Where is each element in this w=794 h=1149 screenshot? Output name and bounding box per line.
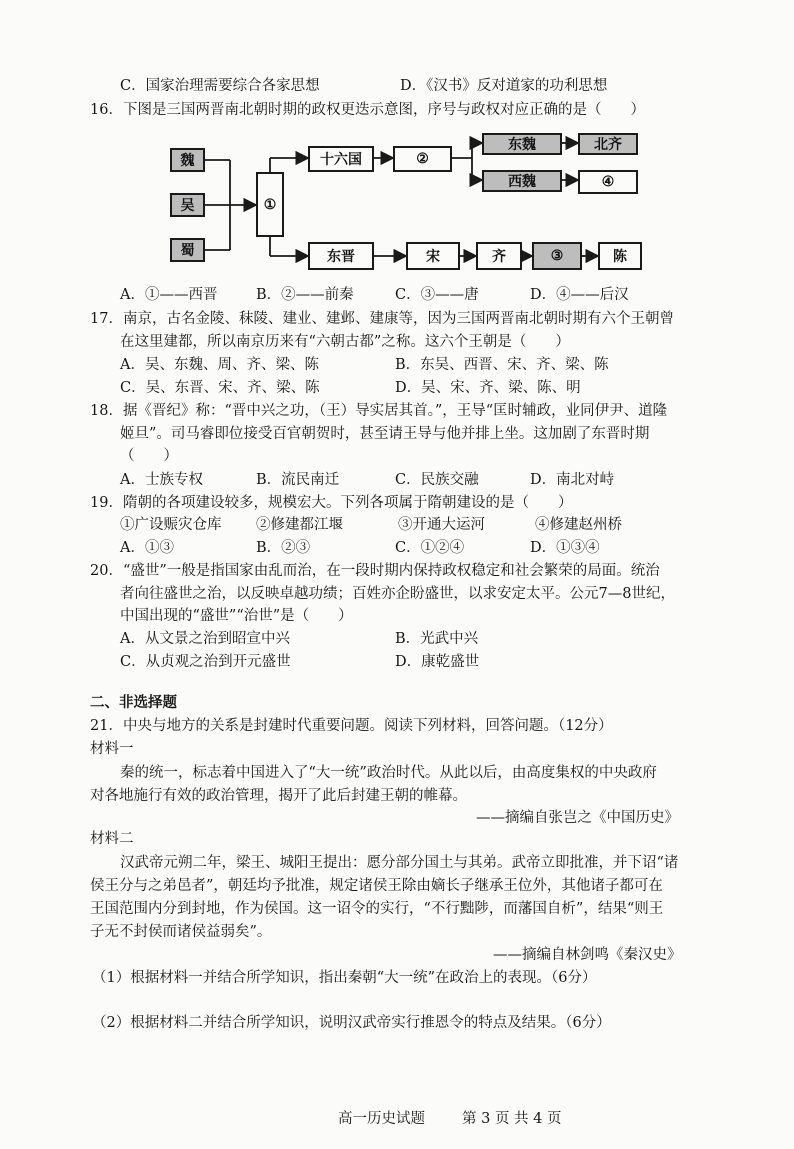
- q18-option-b: B．流民南迁: [256, 472, 340, 488]
- q19-option-d: D．①③④: [530, 540, 600, 556]
- q21-stem: 21．中央与地方的关系是封建时代重要问题。阅读下列材料，回答问题。（12分）: [90, 718, 613, 734]
- q21-sub2: （2）根据材料二并结合所学知识，说明汉武帝实行推恩令的特点及结果。（6分）: [92, 1015, 611, 1031]
- q21-sub1: （1）根据材料一并结合所学知识，指出秦朝“大一统”在政治上的表现。（6分）: [92, 970, 597, 986]
- q20-option-d: D．康乾盛世: [395, 654, 480, 670]
- box-4: ④: [578, 170, 638, 194]
- box-north-qi: 北齐: [578, 133, 638, 155]
- q18-line1: 18．据《晋纪》称：“晋中兴之功，（王）导实居其首。”，王导“匡时辅政，业同伊尹、道隆: [90, 403, 668, 419]
- q17-line2: 在这里建都，所以南京历来有“六朝古都”之称。这六个王朝是（ ）: [120, 334, 570, 350]
- q19-option-a: A．①③: [120, 540, 174, 556]
- box-wei: 魏: [170, 148, 205, 172]
- q19-item-4: ④修建赵州桥: [535, 517, 622, 533]
- box-2: ②: [393, 146, 452, 172]
- q19-item-2: ②修建都江堰: [256, 517, 343, 533]
- q19-option-c: C．①②④: [395, 540, 465, 556]
- q18-option-d: D．南北对峙: [530, 472, 615, 488]
- q16-option-b: B．②——前秦: [256, 287, 354, 303]
- q20-option-b: B．光武中兴: [395, 631, 479, 647]
- q15-option-c: C．国家治理需要综合各家思想: [120, 78, 320, 94]
- box-qi: 齐: [476, 242, 522, 270]
- q17-option-c: C．吴、东晋、宋、齐、梁、陈: [120, 380, 320, 396]
- q17-option-d: D．吴、宋、齐、梁、陈、明: [395, 380, 581, 396]
- q20-line1: 20．“盛世”一般是指国家由乱而治，在一段时期内保持政权稳定和社会繁荣的局面。统治: [90, 563, 660, 579]
- q20-option-c: C．从贞观之治到开元盛世: [120, 654, 291, 670]
- q19-item-3: ③开通大运河: [398, 517, 485, 533]
- q16-option-a: A．①——西晋: [120, 287, 218, 303]
- q17-option-b: B．东吴、西晋、宋、齐、梁、陈: [395, 357, 609, 373]
- material2-source: ——摘编自林剑鸣《秦汉史》: [493, 947, 682, 963]
- box-east-wei: 东魏: [482, 133, 562, 155]
- material2-line1: 汉武帝元朔二年，梁王、城阳王提出：愿分部分国土与其弟。武帝立即批准，并下诏“诸: [120, 855, 679, 871]
- box-west-wei: 西魏: [482, 170, 562, 192]
- q16-option-c: C．③——唐: [395, 287, 479, 303]
- box-song: 宋: [406, 242, 460, 270]
- q16-option-d: D．④——后汉: [530, 287, 629, 303]
- material1-label: 材料一: [90, 741, 134, 757]
- box-chen: 陈: [598, 242, 642, 270]
- q19-stem: 19．隋朝的各项建设较多，规模宏大。下列各项属于隋朝建设的是（ ）: [90, 495, 573, 511]
- box-east-jin: 东晋: [308, 242, 374, 270]
- box-wu: 吴: [170, 193, 205, 217]
- q18-line3: （ ）: [120, 448, 178, 464]
- footer-page: 第 3 页 共 4 页: [462, 1111, 562, 1127]
- q17-line1: 17．南京，古名金陵、秣陵、建业、建邺、建康等，因为三国两晋南北朝时期有六个王朝曾: [90, 311, 674, 327]
- q18-line2: 姬旦”。司马睿即位接受百官朝贺时，甚至请王导与他并排上坐。这加剧了东晋时期: [120, 426, 650, 442]
- box-1: ①: [256, 172, 284, 237]
- material1-line1: 秦的统一，标志着中国进入了“大一统”政治时代。从此以后，由高度集权的中央政府: [120, 765, 657, 781]
- box-3: ③: [532, 242, 582, 270]
- material1-source: ——摘编自张岂之《中国历史》: [476, 810, 679, 826]
- q18-option-a: A．士族专权: [120, 472, 203, 488]
- box-shu: 蜀: [170, 238, 205, 262]
- q20-line2: 者向往盛世之治，以反映卓越功绩；百姓亦企盼盛世，以求安定太平。公元7—8世纪，: [120, 586, 675, 602]
- q15-option-d: D．《汉书》反对道家的功利思想: [400, 78, 608, 94]
- q19-item-1: ①广设赈灾仓库: [120, 517, 222, 533]
- q20-option-a: A．从文景之治到昭宣中兴: [120, 631, 290, 647]
- material2-line3: 王国范围内分到封地，作为侯国。这一诏令的实行，“不行黜陟，而藩国自析”，结果“则王: [90, 901, 664, 917]
- q18-option-c: C．民族交融: [395, 472, 479, 488]
- q17-option-a: A．吴、东魏、周、齐、梁、陈: [120, 357, 319, 373]
- q19-option-b: B．②③: [256, 540, 311, 556]
- material2-label: 材料二: [90, 831, 134, 847]
- footer-title: 高一历史试题: [338, 1111, 425, 1127]
- q16-stem: 16．下图是三国两晋南北朝时期的政权更迭示意图，序号与政权对应正确的是（ ）: [90, 102, 645, 118]
- material1-line2: 对各地施行有效的政治管理，揭开了此后封建王朝的帷幕。: [90, 788, 467, 804]
- section2-heading: 二、非选择题: [90, 694, 177, 711]
- q20-line3: 中国出现的“盛世”“治世”是（ ）: [120, 608, 353, 624]
- material2-line2: 侯王分与之弟邑者”，朝廷均予批准，规定诸侯王除由嫡长子继承王位外，其他诸子都可在: [90, 878, 663, 894]
- material2-line4: 子无不封侯而诸侯益弱矣”。: [90, 924, 272, 940]
- box-sixteen-kingdoms: 十六国: [308, 146, 374, 172]
